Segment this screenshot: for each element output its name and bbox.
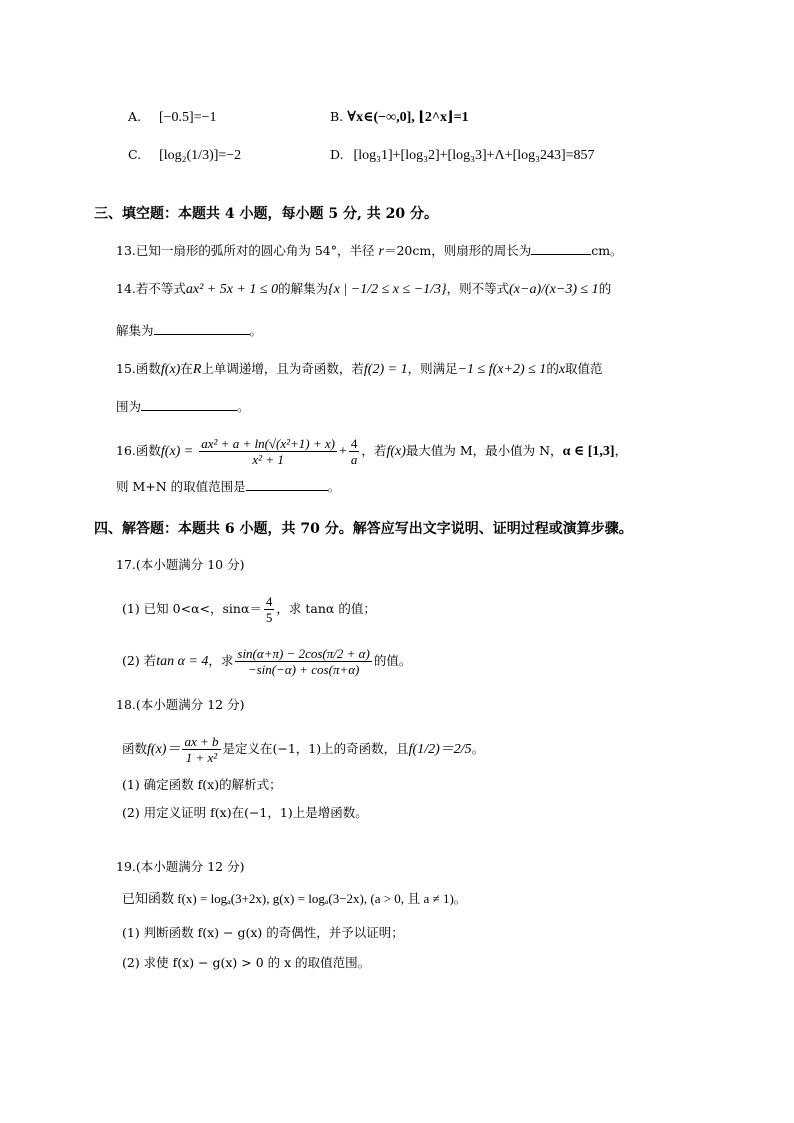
- q17-p2-condition: tan α = 4: [156, 654, 209, 669]
- q16-line2: 则 M+N 的取值范围是: [116, 479, 246, 494]
- section-3-title: 三、填空题：本题共 4 小题，每小题 5 分, 共 20 分。: [94, 206, 438, 222]
- q13-text-c: cm。: [591, 243, 623, 258]
- option-c-expr: [log₂(1/3)]=−2: [159, 148, 242, 163]
- q18-body-b: 是定义在(−1，1)上的奇函数，且: [222, 741, 409, 756]
- q14-of: 的: [598, 281, 612, 296]
- option-b: [330, 108, 469, 127]
- q17-part-1: [122, 594, 376, 625]
- q14-inequality-2: (x−a)/(x−3) ≤ 1: [509, 282, 599, 297]
- q16-t1: ，若: [361, 443, 387, 458]
- q18-body-a: 函数: [122, 741, 148, 756]
- q16-denominator-2: a: [350, 452, 358, 467]
- q14-prefix: 14.若不等式: [116, 281, 186, 296]
- q16-numerator: ax² + a + ln(√(x²+1) + x): [201, 436, 336, 451]
- option-b-label: B.: [330, 109, 344, 124]
- q19-body: [122, 890, 466, 908]
- section-4-title: 四、解答题：本题共 6 小题，共 70 分。解答应写出文字说明、证明过程或演算步骤。: [94, 521, 633, 537]
- q14-then: ，则不等式: [446, 281, 510, 296]
- option-d-expr: [log₃1]+[log₃2]+[log₃3]+Λ+[log₃243]=857: [353, 148, 595, 163]
- q17-p2-numerator: sin(α+π) − 2cos(π/2 + α): [237, 646, 370, 661]
- q18-numerator: ax + b: [184, 734, 219, 749]
- q18-condition: f(1/2)＝2/5: [408, 742, 472, 757]
- q16-fx: f(x) =: [160, 444, 194, 459]
- option-d-label: D.: [330, 147, 344, 162]
- answer-blank[interactable]: [531, 242, 591, 255]
- q19-part-2: (2) 求使 f(x) − g(x) > 0 的 x 的取值范围。: [122, 955, 371, 970]
- question-15-line-2: [116, 398, 250, 416]
- q13-text-b: ＝20cm，则扇形的周长为: [383, 243, 532, 258]
- q16-numerator-2: 4: [350, 436, 358, 451]
- q18-head: 18.(本小题满分 12 分): [116, 697, 245, 712]
- q15-f: f(x): [160, 362, 181, 377]
- q15-t2: 上单调递增，且为奇函数，若: [201, 361, 364, 376]
- q15-t5: 取值范: [565, 361, 603, 376]
- q17-p2-b: ，求: [208, 653, 234, 668]
- q14-mid: 的解集为: [278, 281, 329, 296]
- q19-end: 。: [453, 891, 467, 906]
- q15-prefix: 15.函数: [116, 361, 161, 376]
- q15-line2: 围为: [116, 399, 142, 414]
- q17-p2-fraction: [235, 646, 371, 677]
- option-d: [330, 146, 595, 165]
- option-a-label: A.: [128, 109, 142, 124]
- q18-body: [122, 734, 484, 765]
- question-15: [116, 360, 603, 379]
- q14-end: 。: [249, 323, 263, 338]
- q15-end: 。: [237, 399, 250, 414]
- q17-p1-denominator: 5: [265, 610, 273, 625]
- q17-p1-b: ，求 tanα 的值；: [276, 601, 376, 616]
- q17-head: 17.(本小题满分 10 分): [116, 557, 245, 572]
- q17-part-2: [122, 646, 411, 677]
- option-b-expr: ∀x∈(−∞,0], ⌊2^x⌋=1: [347, 110, 469, 125]
- q18-part-2: (2) 用定义证明 f(x)在(−1，1)上是增函数。: [122, 805, 368, 820]
- q17-p2-a: (2) 若: [122, 653, 157, 668]
- q16-condition: α ∈ [1,3]: [562, 444, 615, 459]
- q15-t4: 的: [546, 361, 559, 376]
- q15-R: R: [192, 362, 202, 377]
- q16-prefix: 16.函数: [116, 443, 161, 458]
- q18-part-1: (1) 确定函数 f(x)的解析式；: [122, 777, 282, 792]
- q16-fraction: [199, 436, 337, 467]
- option-c: [128, 146, 241, 165]
- q17-p2-denominator: −sin(−α) + cos(π+α): [247, 662, 360, 677]
- q19-head: 19.(本小题满分 12 分): [116, 859, 245, 874]
- q16-plus: +: [339, 444, 347, 459]
- answer-blank[interactable]: [141, 398, 237, 411]
- q14-solution-set: {x | −1/2 ≤ x ≤ −1/3}: [328, 282, 447, 297]
- q18-end: 。: [471, 741, 485, 756]
- question-16: [116, 436, 627, 467]
- q14-inequality: ax² + 5x + 1 ≤ 0: [185, 282, 279, 297]
- q16-t2: 最大值为 M，最小值为 N，: [405, 443, 563, 458]
- q17-p2-c: 的值。: [373, 653, 412, 668]
- q16-fraction-2: [349, 436, 360, 467]
- q19-part-1: (1) 判断函数 f(x) − g(x) 的奇偶性，并予以证明；: [122, 925, 404, 940]
- q17-p1-numerator: 4: [265, 594, 273, 609]
- q14-line2: 解集为: [116, 323, 154, 338]
- q15-t3: ，则满足: [407, 361, 458, 376]
- q15-condition-1: f(2) = 1: [363, 362, 408, 377]
- q16-denominator: x² + 1: [252, 452, 284, 467]
- option-c-label: C.: [128, 147, 142, 162]
- q18-fraction: [182, 734, 220, 765]
- answer-blank[interactable]: [246, 478, 328, 491]
- question-16-line-2: [116, 478, 340, 496]
- question-14: [116, 280, 611, 299]
- q15-x: x: [558, 362, 566, 377]
- q13-text-a: 13.已知一扇形的弧所对的圆心角为 54°，半径: [116, 243, 379, 258]
- q16-t3: ，: [614, 443, 628, 458]
- q15-t1: 在: [180, 361, 193, 376]
- q18-fx: f(x)＝: [147, 742, 181, 757]
- question-14-line-2: [116, 322, 262, 340]
- q13-radius-symbol: r: [378, 244, 384, 259]
- q17-p1-fraction: [264, 594, 275, 625]
- question-13: [116, 242, 623, 261]
- q16-f: f(x): [386, 444, 406, 459]
- q16-end: 。: [327, 479, 341, 494]
- option-a: [128, 108, 217, 127]
- q18-denominator: 1 + x²: [185, 750, 218, 765]
- option-a-expr: [−0.5]=−1: [159, 110, 217, 125]
- q19-body-text: 已知函数 f(x) = logₐ(3+2x), g(x) = logₐ(3−2x), (a > 0, 且 a ≠ 1): [122, 891, 454, 906]
- answer-blank[interactable]: [154, 322, 250, 335]
- q15-condition-2: −1 ≤ f(x+2) ≤ 1: [457, 362, 547, 377]
- q17-p1-a: (1) 已知 0<α<，sinα＝: [122, 601, 262, 616]
